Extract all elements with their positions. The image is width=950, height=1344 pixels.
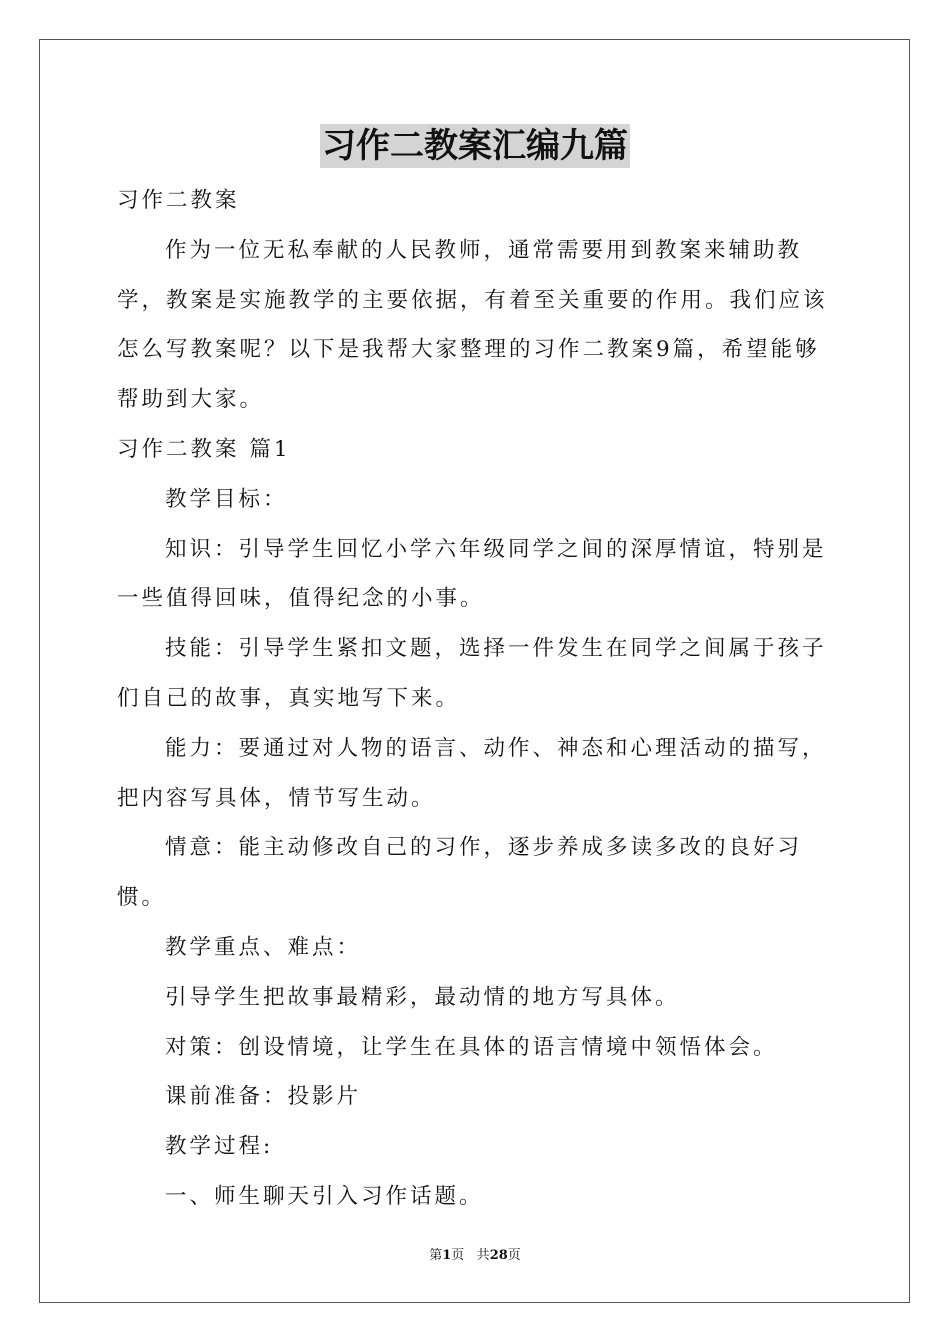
paragraph-intro: 作为一位无私奉献的人民教师，通常需要用到教案来辅助教学，教案是实施教学的主要依据，有着至关重要的作用。我们应该怎么写教案呢？以下是我帮大家整理的习作二教案9篇，希望能够帮助到大家。 bbox=[117, 237, 828, 413]
paragraph: 对策：创设情境，让学生在具体的语言情境中领悟体会。 bbox=[165, 1034, 778, 1060]
paragraph: 教学目标： bbox=[165, 486, 288, 512]
title-container bbox=[0, 124, 950, 168]
document-body bbox=[117, 176, 837, 1222]
page-footer bbox=[0, 1247, 950, 1265]
page-number: 1 bbox=[442, 1248, 452, 1263]
page-suffix: 页 bbox=[451, 1248, 465, 1263]
total-pages: 28 bbox=[489, 1248, 508, 1263]
section-heading: 习作二教案 篇1 bbox=[117, 436, 291, 462]
paragraph: 技能：引导学生紧扣文题，选择一件发生在同学之间属于孩子们自己的故事，真实地写下来。 bbox=[117, 636, 827, 711]
paragraph: 教学重点、难点： bbox=[165, 934, 362, 960]
paragraph: 知识：引导学生回忆小学六年级同学之间的深厚情谊，特别是一些值得回味，值得纪念的小事。 bbox=[117, 536, 827, 612]
total-prefix: 共 bbox=[476, 1248, 490, 1263]
document-title: 习作二教案汇编九篇 bbox=[322, 126, 628, 166]
paragraph-heading: 习作二教案 bbox=[117, 188, 240, 213]
paragraph: 教学过程: bbox=[165, 1134, 274, 1160]
paragraph: 课前准备：投影片 bbox=[165, 1084, 362, 1110]
total-suffix: 页 bbox=[507, 1248, 521, 1263]
paragraph: 能力：要通过对人物的语言、动作、神态和心理活动的描写，把内容写具体，情节写生动。 bbox=[117, 735, 827, 811]
paragraph: 引导学生把故事最精彩，最动情的地方写具体。 bbox=[165, 984, 680, 1010]
page-prefix: 第 bbox=[429, 1248, 443, 1263]
paragraph: 一、师生聊天引入习作话题。 bbox=[165, 1183, 484, 1209]
paragraph: 情意：能主动修改自己的习作，逐步养成多读多改的良好习惯。 bbox=[117, 835, 803, 911]
